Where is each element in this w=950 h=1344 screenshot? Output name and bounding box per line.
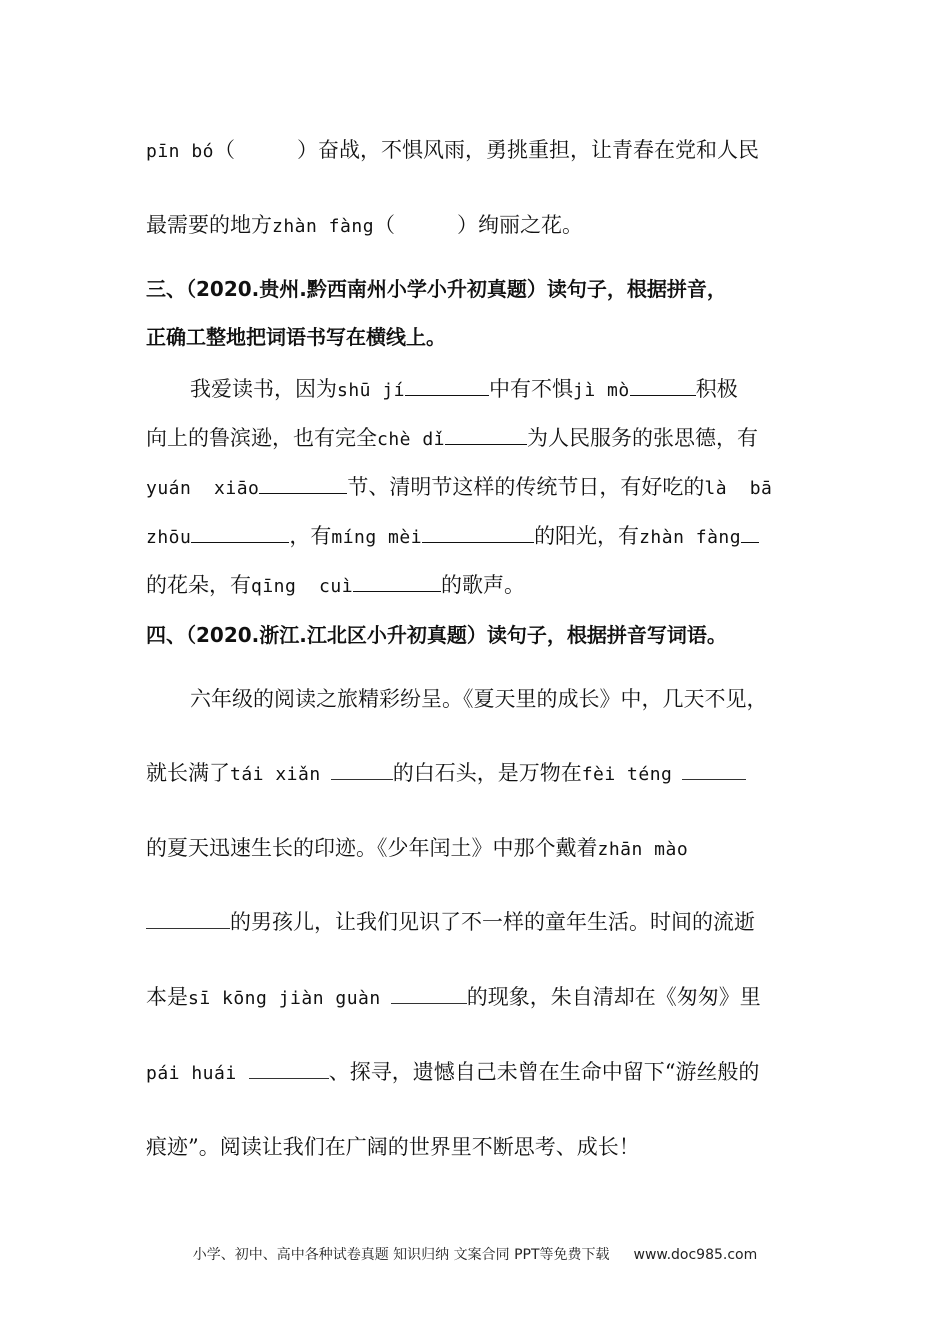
sec3-line-3 bbox=[146, 472, 772, 504]
sec3-line-1 bbox=[190, 374, 738, 406]
text: 痕迹”。阅读让我们在广阔的世界里不断思考、成长！ bbox=[146, 1135, 640, 1159]
answer-blank[interactable] bbox=[249, 1057, 329, 1079]
page-footer bbox=[0, 1244, 950, 1264]
pinyin: shū jí bbox=[337, 380, 406, 401]
text: 的男孩儿，让我们见识了不一样的童年生活。时间的流逝 bbox=[230, 910, 755, 934]
sec4-line-7 bbox=[146, 1132, 640, 1162]
answer-blank[interactable] bbox=[405, 374, 489, 396]
text: 节、清明节这样的传统节日，有好吃的 bbox=[347, 475, 705, 499]
pinyin: zhān mào bbox=[597, 839, 689, 860]
text: 为人民服务的张思德，有 bbox=[527, 426, 759, 450]
pinyin: zhàn fàng bbox=[639, 527, 742, 548]
section-3-heading-2: 正确工整地把词语书写在横线上。 bbox=[146, 325, 446, 349]
sec3-line-4 bbox=[146, 521, 759, 553]
text: 就长满了 bbox=[146, 761, 230, 785]
pinyin: chè dǐ bbox=[377, 429, 446, 450]
text: 积极 bbox=[695, 377, 738, 401]
pinyin: là bā bbox=[704, 478, 773, 499]
pinyin: sī kōng jiàn guàn bbox=[188, 988, 381, 1009]
pinyin: qīng cuì bbox=[251, 576, 354, 597]
answer-blank[interactable] bbox=[682, 758, 746, 780]
sec2-line-2 bbox=[146, 210, 583, 242]
text: 我爱读书，因为 bbox=[190, 377, 337, 401]
pinyin: pái huái bbox=[146, 1063, 237, 1084]
sec3-line-2 bbox=[146, 423, 758, 455]
sec4-line-1 bbox=[190, 684, 768, 714]
pinyin: yuán xiāo bbox=[146, 478, 260, 499]
section-4-heading: 四、（2020.浙江.江北区小升初真题）读句子，根据拼音写词语。 bbox=[146, 623, 727, 647]
answer-blank[interactable] bbox=[191, 521, 289, 543]
footer-url[interactable]: www.doc985.com bbox=[633, 1247, 758, 1263]
pinyin: jì mò bbox=[573, 380, 630, 401]
left-paren: （ bbox=[374, 213, 396, 237]
answer-blank[interactable] bbox=[146, 907, 230, 929]
sec2-line-1 bbox=[146, 135, 759, 167]
text: 中有不惧 bbox=[489, 377, 574, 401]
section-3-heading-1: 三、（2020.贵州.黔西南州小学小升初真题）读句子，根据拼音， bbox=[146, 277, 727, 301]
pinyin: tái xiǎn bbox=[230, 764, 321, 785]
text: 最需要的地方 bbox=[146, 213, 272, 237]
footer-text: 小学、初中、高中各种试卷真题 知识归纳 文案合同 PPT等免费下载 bbox=[192, 1247, 610, 1263]
text: ，有 bbox=[289, 524, 332, 548]
text: 奋战，不惧风雨，勇挑重担，让青春在党和人民 bbox=[318, 138, 760, 162]
answer-blank[interactable] bbox=[391, 982, 467, 1004]
answer-blank[interactable] bbox=[630, 374, 696, 396]
text: 的现象，朱自清却在《匆匆》里 bbox=[466, 985, 761, 1009]
text: 的白石头，是万物在 bbox=[392, 761, 582, 785]
pinyin: fèi téng bbox=[581, 764, 673, 785]
sec4-line-4 bbox=[146, 907, 755, 937]
right-paren: ） bbox=[457, 213, 479, 237]
sec4-line-3 bbox=[146, 833, 688, 865]
right-paren: ） bbox=[297, 138, 319, 162]
answer-blank[interactable] bbox=[445, 423, 527, 445]
text: 绚丽之花。 bbox=[478, 213, 584, 237]
pinyin: zhàn fàng bbox=[272, 216, 375, 237]
sec4-line-6 bbox=[146, 1057, 759, 1089]
left-paren: （ bbox=[214, 138, 236, 162]
pinyin: pīn bó bbox=[146, 141, 215, 162]
sec4-line-5 bbox=[146, 982, 761, 1014]
text: 六年级的阅读之旅精彩纷呈。《夏天里的成长》中，几天不见， bbox=[190, 687, 768, 711]
text: 向上的鲁滨逊，也有完全 bbox=[146, 426, 377, 450]
text: 本是 bbox=[146, 985, 188, 1009]
answer-blank[interactable] bbox=[259, 472, 347, 494]
pinyin: zhōu bbox=[146, 527, 192, 548]
text: 的歌声。 bbox=[441, 573, 526, 597]
text: 的阳光，有 bbox=[534, 524, 640, 548]
answer-blank[interactable] bbox=[422, 521, 534, 543]
sec3-line-5 bbox=[146, 570, 525, 602]
pinyin: míng mèi bbox=[331, 527, 423, 548]
text: 、探寻，遗憾自己未曾在生命中留下“游丝般的 bbox=[328, 1060, 760, 1084]
text: 的花朵，有 bbox=[146, 573, 251, 597]
text: 的夏天迅速生长的印迹。《少年闰土》中那个戴着 bbox=[146, 836, 598, 860]
sec4-line-2 bbox=[146, 758, 746, 790]
answer-blank[interactable] bbox=[741, 521, 759, 543]
answer-blank[interactable] bbox=[353, 570, 441, 592]
answer-blank[interactable] bbox=[331, 758, 393, 780]
